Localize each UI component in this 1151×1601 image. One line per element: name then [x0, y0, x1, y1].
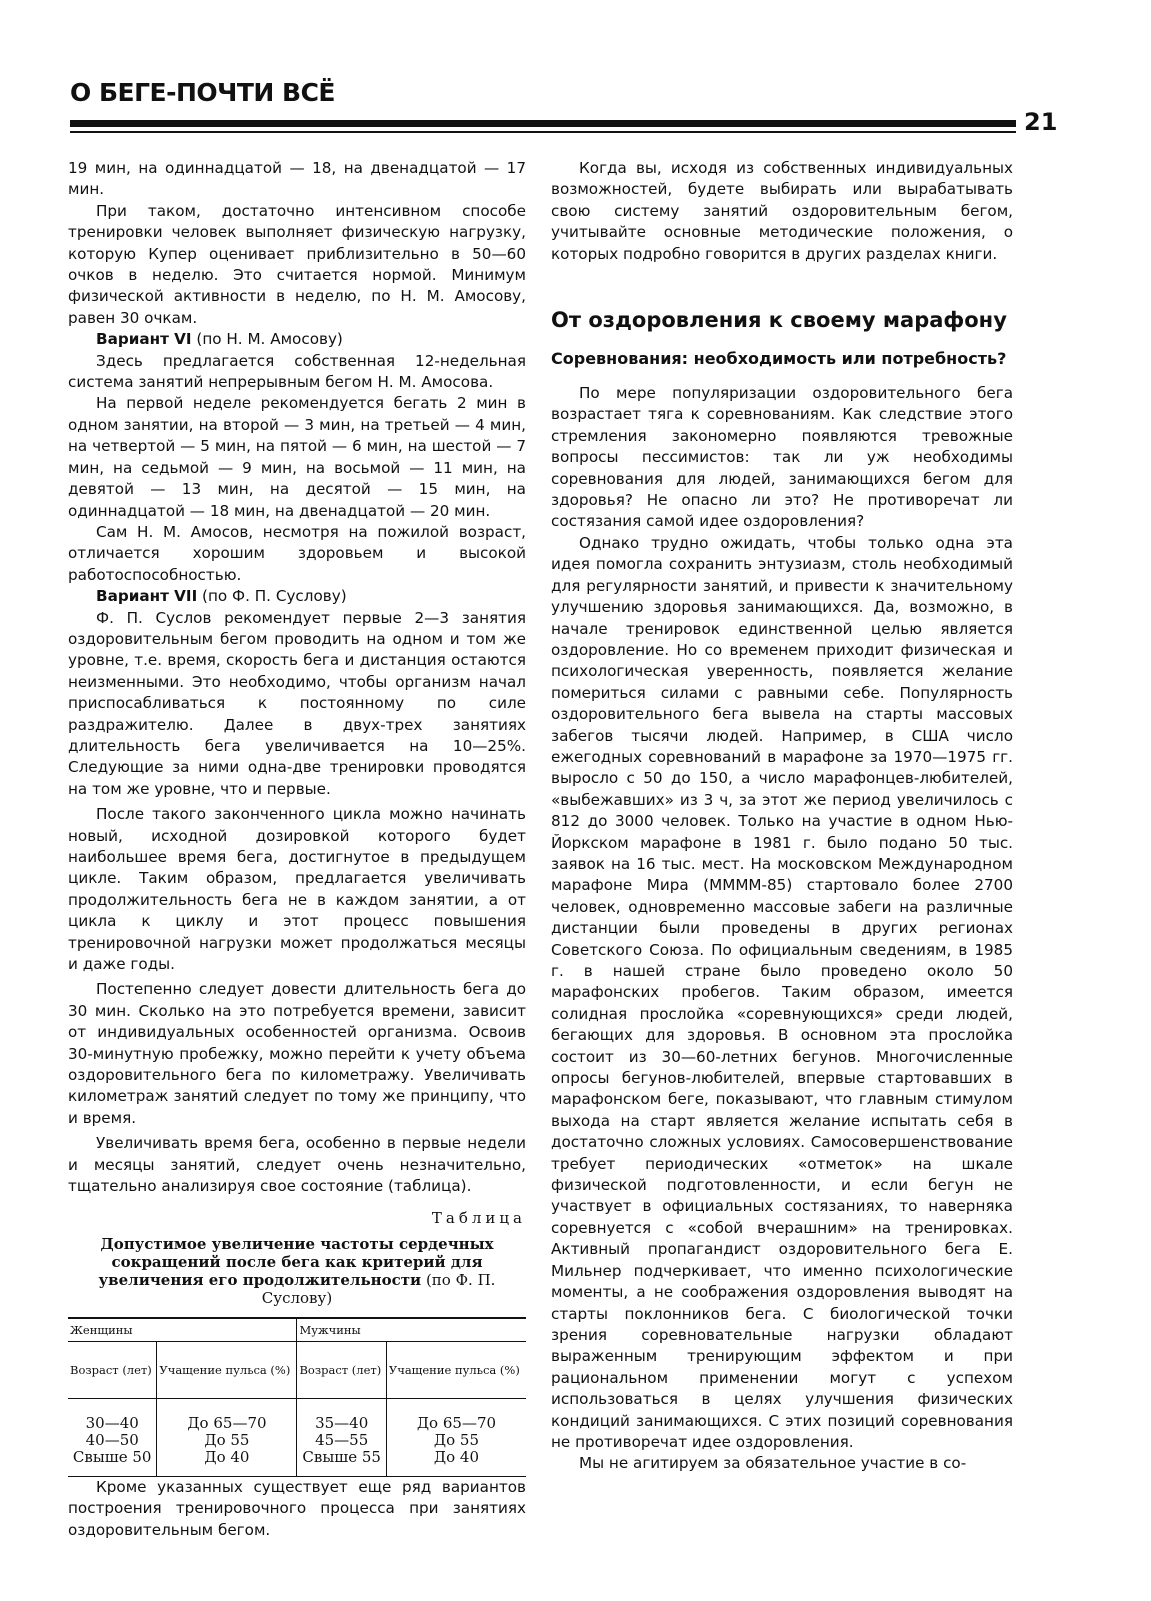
variant-7-source: (по Ф. П. Суслову) [197, 587, 347, 606]
table-cell: 35—40 [297, 1398, 386, 1432]
table-col-header-age-men: Возраст (лет) [297, 1341, 386, 1398]
subsection-title: Соревнования: необходимость или потребность? [551, 349, 1007, 369]
table-col-header-age-women: Возраст (лет) [68, 1341, 157, 1398]
table-cell: 30—40 [68, 1398, 157, 1432]
paragraph: Мы не агитируем за обязательное участие в со- [579, 1454, 967, 1473]
table-cell: 40—50 [68, 1432, 157, 1449]
table-cell: Свыше 55 [297, 1449, 386, 1477]
table-row [68, 1398, 526, 1432]
right-column [551, 158, 1013, 1475]
table-group-header-men: Мужчины [297, 1318, 526, 1342]
paragraph: Сам Н. М. Амосов, несмотря на пожилой возраст, отличается хорошим здоровьем и высокой работоспособностью. [68, 522, 526, 584]
paragraph: Когда вы, исходя из собственных индивидуальных возможностей, будете выбирать или вырабатывать свою систему занятий оздоровительным бегом, учитывайте основные методические положения, о которых подробно говорится в других разделах книги. [551, 159, 1013, 263]
paragraph: После такого законченного цикла можно начинать новый, исходной дозировкой которого будет наибольшее время бега, достигнутое в предыдущем цикле. Таким образом, предлагается увеличивать продолжительность бега не в каждом занятии, а от цикла к циклу и этот процесс повышения тренировочной нагрузки может продолжаться месяцы и даже годы. [68, 805, 526, 974]
variant-6-heading [68, 329, 526, 350]
page-number: 21 [1024, 108, 1058, 136]
table-cell: До 40 [157, 1449, 297, 1477]
paragraph: Здесь предлагается собственная 12-недельная система занятий непрерывным бегом Н. М. Амосова. [68, 351, 526, 392]
paragraph: По мере популяризации оздоровительного бега возрастает тяга к соревнованиям. Как следствие этого стремления закономерно появляются тревожные вопросы пессимистов: так ли уж необходимы соревнования для людей, занимающихся бегом для здоровья? Не опасно ли это? Не противоречат ли состязания самой идее оздоровления? [551, 384, 1013, 531]
paragraph: Однако трудно ожидать, чтобы только одна эта идея помогла сохранить энтузиазм, столь необходимый для регулярности занятий, и привести к значительному улучшению здоровья занимающихся. Да, возможно, в начале тренировок единственной целью является оздоровление. Но со временем приходит физическая и психологическая уверенность, появляется желание помериться силами с равными себе. Популярность оздоровительного бега вывела на старты массовых забегов тысячи людей. Например, в США число ежегодных соревнований в марафоне за 1970—1975 гг. выросло с 50 до 150, а число марафонцев-любителей, «выбежавших» из 3 ч, за этот же период увеличилось с 812 до 3000 человек. Только на участие в одном Нью-Йоркском марафоне в 1981 г. было подано 50 тыс. заявок на 16 тыс. мест. На московском Международном марафоне Мира (ММММ-85) стартовало более 2700 человек, одновременно массовые забеги на различные дистанции были проведены в других регионах Советского Союза. По официальным сведениям, в 1985 г. в нашей стране было проведено около 50 марафонских пробегов. Таким образом, имеется солидная прослойка «соревнующихся» среди людей, бегающих для здоровья. В основном эта прослойка состоит из 30—60-летних бегунов. Многочисленные опросы бегунов-любителей, впервые стартовавших в марафонском беге, показывают, что главным стимулом выхода на старт является желание испытать себя в достаточно сложных условиях. Самосовершенствование требует периодических «отметок» на шкале физической подготовленности, и если бегун не участвует в официальных состязаниях, то наверняка соревнуется с «собой вчерашним» на тренировках. Активный пропагандист оздоровительного бега Е. Мильнер подчеркивает, что именно психологические моменты, а не соображения оздоровления выводят на старты поклонников бега. С биологической точки зрения соревновательные нагрузки обладают выраженным тренирующим эффектом и при рациональном применении могут с успехом использоваться в целях улучшения физических кондиций занимающихся. С этих позиций соревнования не противоречат идее оздоровления. [551, 533, 1013, 1451]
table-cell: До 55 [433, 1430, 479, 1449]
header-rule-thin [70, 131, 1016, 133]
table-col-header-pulse-men: Учащение пульса (%) [386, 1341, 526, 1398]
table-label: Таблица [431, 1208, 526, 1227]
header-rule-thick [70, 120, 1016, 127]
variant-6-label: Вариант VI [96, 330, 192, 349]
paragraph: При таком, достаточно интенсивном способе тренировки человек выполняет физическую нагрузку, которую Купер оценивает приблизительно в 50—60 очков в неделю. Это считается нормой. Минимум физической активности в неделю, по Н. М. Амосову, равен 30 очкам. [68, 201, 526, 327]
variant-6-source: (по Н. М. Амосову) [191, 330, 343, 349]
paragraph: Увеличивать время бега, особенно в первые недели и месяцы занятий, следует очень незначительно, тщательно анализируя свое состояние (таблица). [68, 1134, 526, 1196]
table-cell: До 55 [157, 1432, 297, 1449]
table-caption-bold: Допустимое увеличение частоты сердечных сокращений после бега как критерий для увеличения его продолжительности [98, 1234, 494, 1289]
section-title: От оздоровления к своему марафону [551, 308, 1007, 333]
paragraph: Постепенно следует довести длительность бега до 30 мин. Сколько на это потребуется времени, зависит от индивидуальных особенностей организма. Освоив 30-минутную пробежку, можно перейти к учету объема оздоровительного бега по километражу. Увеличивать километраж занятий следует по тому же принципу, что и время. [68, 980, 526, 1127]
heart-rate-table [68, 1317, 526, 1477]
table-group-header-women: Женщины [68, 1318, 297, 1342]
running-head: О БЕГЕ-ПОЧТИ ВСЁ [70, 78, 336, 107]
table-col-header-pulse-women: Учащение пульса (%) [157, 1341, 297, 1398]
variant-7-heading [68, 586, 526, 607]
left-column [68, 158, 526, 1541]
table-row [68, 1432, 526, 1449]
table-cell: Свыше 50 [68, 1449, 157, 1477]
paragraph: Кроме указанных существует еще ряд вариантов построения тренировочного процесса при занятиях оздоровительным бегом. [68, 1477, 526, 1539]
table-cell: До 65—70 [416, 1413, 497, 1432]
table-row [68, 1449, 526, 1477]
paragraph: Ф. П. Суслов рекомендует первые 2—3 занятия оздоровительным бегом проводить на одном и том же уровне, т.е. время, скорость бега и дистанция остаются неизменными. Это необходимо, чтобы организм начал приспосабливаться к постоянному по силе раздражителю. Далее в двух-трех занятиях длительность бега увеличивается на 10—25%. Следующие за ними одна-две тренировки проводятся на том же уровне, что и первые. [68, 608, 526, 798]
paragraph: На первой неделе рекомендуется бегать 2 мин в одном занятии, на второй — 3 мин, на третьей — 4 мин, на четвертой — 5 мин, на пятой — 6 мин, на шестой — 7 мин, на седьмой — 9 мин, на восьмой — 11 мин, на девятой — 13 мин, на десятой — 15 мин, на одиннадцатой — 18 мин, на двенадцатой — 20 мин. [68, 394, 526, 520]
table-caption [68, 1235, 526, 1307]
table-cell: До 65—70 [157, 1398, 297, 1432]
table-caption-source: (по Ф. П. Суслову) [261, 1270, 496, 1307]
variant-7-label: Вариант VII [96, 587, 198, 606]
table-cell: До 40 [386, 1449, 526, 1477]
paragraph: 19 мин, на одиннадцатой — 18, на двенадцатой — 17 мин. [68, 159, 526, 199]
table-cell: 45—55 [297, 1432, 386, 1449]
